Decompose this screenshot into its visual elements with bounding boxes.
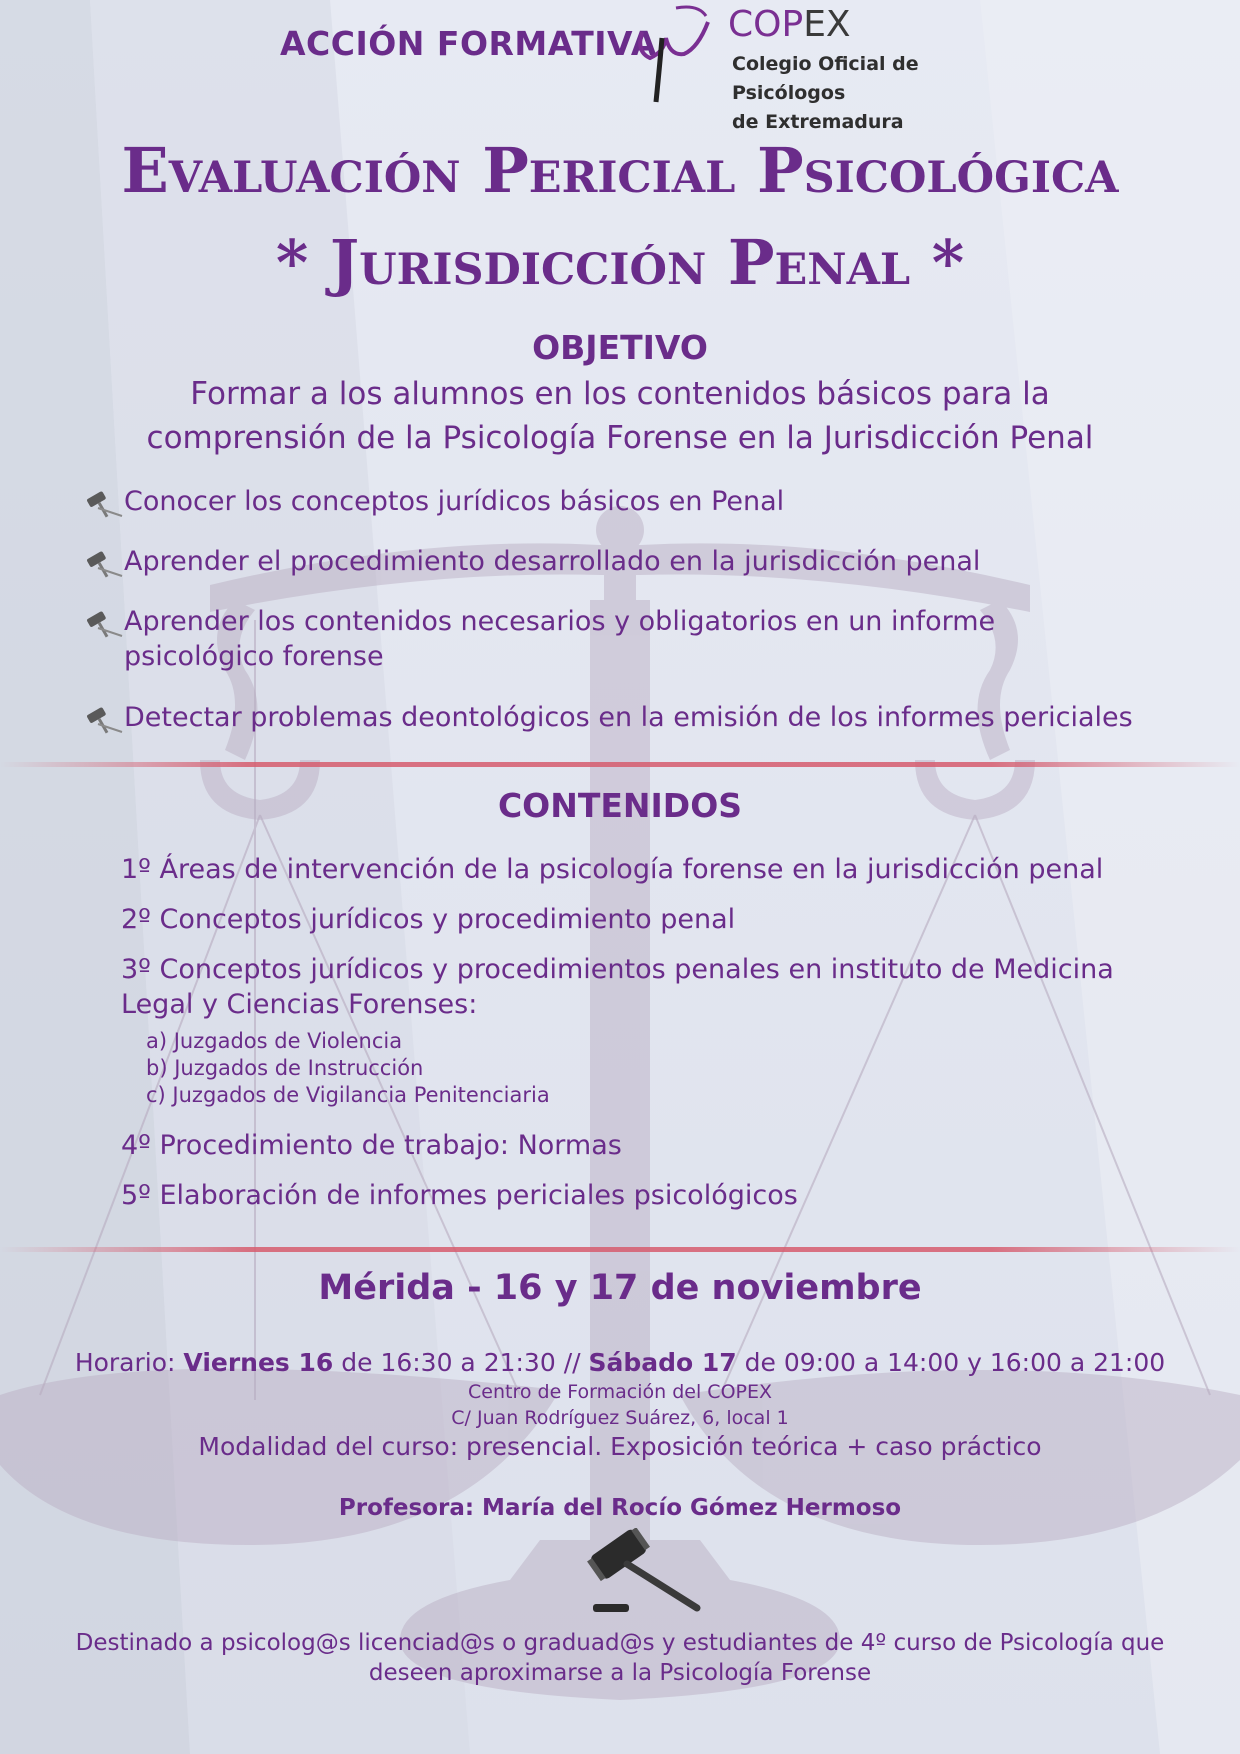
objetivo-heading: OBJETIVO [532,328,708,367]
objetivo-item-text: Conocer los conceptos jurídicos básicos en Penal [124,486,785,517]
gavel-icon [84,548,124,578]
contenido-item: 5º Elaboración de informes periciales psicológicos [121,1180,798,1211]
objetivo-item-text: Aprender los contenidos necesarios y obligatorios en un informe psicológico forense [124,606,996,672]
schedule-day2: Sábado 17 [588,1348,737,1377]
objetivo-item [84,700,1144,735]
schedule-time2: de 09:00 a 14:00 y 16:00 a 21:00 [736,1348,1166,1377]
schedule-time1: de 16:30 a 21:30 // [333,1348,589,1377]
divider [0,762,1240,767]
schedule-day1: Viernes 16 [183,1348,334,1377]
objetivo-item-text: Detectar problemas deontológicos en la emisión de los informes periciales [124,702,1133,733]
objetivo-intro [60,372,1180,460]
divider [0,1247,1240,1252]
audience-line2: deseen aproximarse a la Psicología Forense [368,1660,872,1686]
objetivo-intro-line2: comprensión de la Psicología Forense en la Jurisdicción Penal [146,420,1094,456]
logo-line2: de Extremadura [732,111,904,133]
contenido-item: 2º Conceptos jurídicos y procedimiento penal [121,904,736,935]
audience [60,1628,1180,1688]
contenido-subitem: b) Juzgados de Instrucción [146,1056,424,1080]
contenido-subitem: c) Juzgados de Vigilancia Penitenciaria [146,1083,550,1107]
logo-line1: Colegio Oficial de Psicólogos [732,53,919,104]
title-line2: * Jurisdicción Penal * [275,226,965,299]
title-line1: Evaluación Pericial Psicológica [121,134,1119,207]
logo-brand [728,4,851,45]
schedule [0,1348,1240,1377]
audience-line1: Destinado a psicolog@s licenciad@s o graduad@s y estudiantes de 4º curso de Psicología que [75,1630,1165,1656]
objetivo-item-text: Aprender el procedimiento desarrollado en la jurisdicción penal [124,546,981,577]
contenido-item: 3º Conceptos jurídicos y procedimientos penales en instituto de Medicina Legal y Ciencias Forenses: [121,954,1114,1020]
logo-brand-cop: COP [728,4,804,45]
gavel-icon [84,488,124,518]
schedule-label: Horario: [74,1348,184,1377]
contenidos-heading: CONTENIDOS [497,786,743,825]
contenido-item: 4º Procedimiento de trabajo: Normas [121,1130,622,1161]
gavel-icon [84,608,124,638]
logo-brand-ex: EX [803,4,851,45]
objetivo-item [84,544,1144,579]
objetivo-item [84,484,1144,519]
event-place-date: Mérida - 16 y 17 de noviembre [318,1268,922,1308]
logo-subtitle [732,50,1032,137]
contenido-subitem: a) Juzgados de Violencia [146,1029,403,1053]
modality: Modalidad del curso: presencial. Exposición teórica + caso práctico [198,1432,1042,1461]
header-label: ACCIÓN FORMATIVA [280,24,657,63]
copex-logo-icon [636,2,716,106]
venue: Centro de Formación del COPEX [468,1381,772,1403]
teacher: Profesora: María del Rocío Gómez Hermoso [338,1495,902,1521]
gavel-icon [84,704,124,734]
objetivo-intro-line1: Formar a los alumnos en los contenidos básicos para la [190,376,1050,412]
address: C/ Juan Rodríguez Suárez, 6, local 1 [451,1407,789,1429]
contenido-item: 1º Áreas de intervención de la psicología forense en la jurisdicción penal [121,854,1104,885]
objetivo-item [84,604,1144,674]
gavel-icon [585,1528,705,1618]
